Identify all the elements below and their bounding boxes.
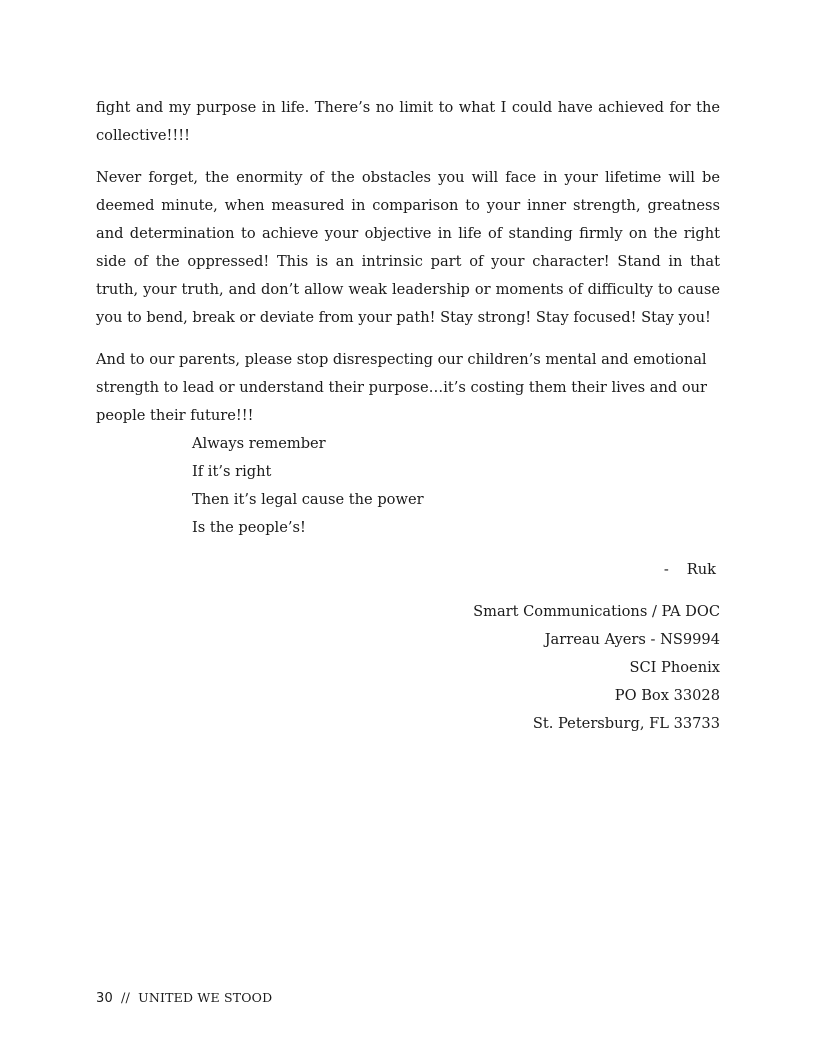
address-line-1: Smart Communications / PA DOC bbox=[473, 603, 720, 620]
publication-title: UNITED WE STOOD bbox=[138, 990, 273, 1005]
poem-line-1: Always remember bbox=[192, 435, 326, 452]
signoff-name: Ruk bbox=[686, 561, 716, 578]
paragraph-3-line-2: strength to lead or understand their purpose…it’s costing them their lives and our bbox=[96, 379, 708, 396]
body-paragraph-2: Never forget, the enormity of the obstacles you will face in your lifetime will be deemed minute, when measured in comparison to your inner strength, greatness and determination to achieve your objective in life of standing firmly on the right side of the oppressed! This is an intrinsic part of your character! Stand in that truth, your truth, and don’t allow weak leadership or moments of difficulty to cause you to bend, break or deviate from your path! Stay strong! Stay focused! Stay you! bbox=[96, 169, 720, 326]
signoff-dash: - bbox=[663, 561, 669, 578]
poem bbox=[192, 430, 720, 542]
body-paragraph-3 bbox=[96, 346, 720, 430]
address-line-5: St. Petersburg, FL 33733 bbox=[532, 715, 720, 732]
poem-line-3: Then it’s legal cause the power bbox=[192, 491, 424, 508]
mailing-address bbox=[96, 598, 720, 738]
paragraph-3-line-1: And to our parents, please stop disrespecting our children’s mental and emotional bbox=[96, 351, 707, 368]
page-content bbox=[96, 94, 720, 738]
address-line-2: Jarreau Ayers - NS9994 bbox=[544, 631, 720, 648]
signoff bbox=[96, 556, 720, 584]
footer-separator: // bbox=[120, 991, 131, 1006]
paragraph-3-line-3: people their future!!! bbox=[96, 407, 254, 424]
poem-line-4: Is the people’s! bbox=[192, 519, 306, 536]
poem-line-2: If it’s right bbox=[192, 463, 272, 480]
address-line-3: SCI Phoenix bbox=[629, 659, 720, 676]
page-number: 30 bbox=[96, 991, 113, 1006]
address-line-4: PO Box 33028 bbox=[614, 687, 720, 704]
page-footer bbox=[96, 988, 272, 1009]
body-paragraph-1: fight and my purpose in life. There’s no limit to what I could have achieved for the collective!!!! bbox=[96, 99, 720, 144]
